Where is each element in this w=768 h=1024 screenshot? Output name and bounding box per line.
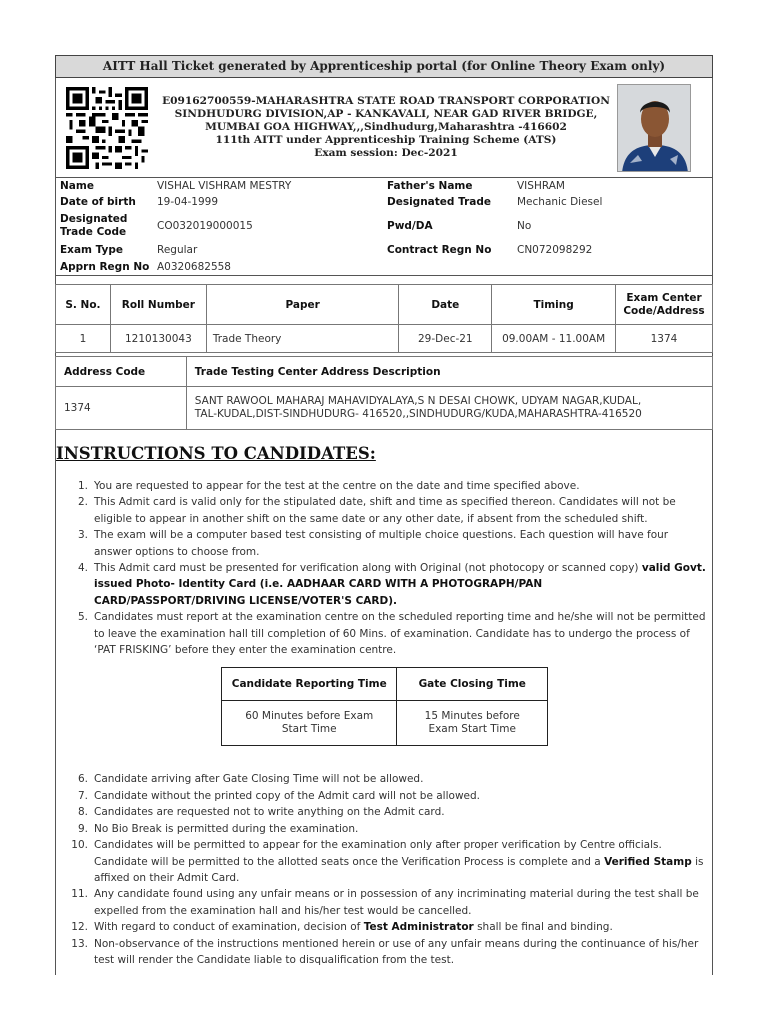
col-address-description: Trade Testing Center Address Description bbox=[186, 357, 712, 387]
instruction-bold: issued Photo- Identity Card (i.e. AADHAAR CARD WITH A PHOTOGRAPH/PAN bbox=[94, 578, 543, 591]
col-reporting-time: Candidate Reporting Time bbox=[222, 668, 397, 701]
cell-exam-center: 1374 bbox=[616, 325, 713, 353]
designated-trade-value: Mechanic Diesel bbox=[517, 196, 603, 208]
contract-regn-label: Contract Regn No bbox=[387, 244, 492, 256]
list-item bbox=[62, 494, 712, 527]
address-line-1: SANT RAWOOL MAHARAJ MAHAVIDYALAYA,S N DESAI CHOWK, UDYAM NAGAR,KUDAL, bbox=[194, 395, 642, 407]
instruction-bold: CARD/PASSPORT/DRIVING LICENSE/VOTER'S CARD). bbox=[94, 594, 397, 607]
item-number: 11. bbox=[71, 888, 88, 901]
list-item bbox=[62, 804, 712, 820]
table-row bbox=[222, 701, 548, 746]
name-value: VISHAL VISHRAM MESTRY bbox=[157, 180, 292, 192]
contract-regn-value: CN072098292 bbox=[517, 244, 593, 256]
instruction-text: Candidates are requested not to write anything on the Admit card. bbox=[94, 806, 445, 819]
table-header-row bbox=[222, 668, 548, 701]
col-sno: S. No. bbox=[56, 285, 111, 325]
candidate-details bbox=[55, 178, 713, 276]
cell-date: 29-Dec-21 bbox=[399, 325, 492, 353]
col-roll-number: Roll Number bbox=[110, 285, 206, 325]
item-number: 12. bbox=[71, 921, 88, 934]
address-table bbox=[55, 356, 713, 430]
trade-code-label bbox=[60, 213, 127, 239]
cell-sno: 1 bbox=[56, 325, 111, 353]
instruction-text: The exam will be a computer based test consisting of multiple choice questions. Each question will have four bbox=[94, 529, 669, 542]
instruction-bold: valid Govt. bbox=[641, 562, 706, 575]
instruction-text: No Bio Break is permitted during the examination. bbox=[94, 822, 359, 835]
list-item bbox=[62, 886, 712, 919]
org-line-4: 111th AITT under Apprenticeship Training Scheme (ATS) bbox=[215, 134, 557, 146]
list-item bbox=[62, 771, 712, 787]
item-number: 4. bbox=[77, 562, 88, 575]
item-number: 8. bbox=[77, 806, 88, 819]
instruction-text: expelled from the examination hall and his/her test would be cancelled. bbox=[94, 904, 472, 917]
table-header-row bbox=[56, 285, 713, 325]
instruction-text: Candidate without the printed copy of the Admit card will not be allowed. bbox=[94, 789, 480, 802]
reporting-time-table bbox=[221, 667, 548, 746]
list-item bbox=[62, 560, 712, 609]
table-row bbox=[56, 325, 713, 353]
instruction-text: With regard to conduct of examination, decision of bbox=[94, 921, 364, 934]
list-item bbox=[62, 527, 712, 560]
candidate-photo bbox=[617, 84, 691, 172]
org-line-3: MUMBAI GOA HIGHWAY,,,Sindhudurg,Maharashtra -416602 bbox=[205, 121, 567, 133]
instruction-text: ‘PAT FRISKING’ before they enter the examination centre. bbox=[94, 644, 397, 657]
instruction-text: affixed on their Admit Card. bbox=[94, 871, 240, 884]
list-item bbox=[62, 837, 712, 886]
col-exam-center bbox=[616, 285, 713, 325]
apprn-regn-value: A0320682558 bbox=[157, 261, 231, 273]
col-paper: Paper bbox=[206, 285, 399, 325]
dob-label: Date of birth bbox=[60, 196, 136, 208]
instruction-text: You are requested to appear for the test at the centre on the date and time specified above. bbox=[94, 480, 580, 492]
table-header-row bbox=[56, 357, 713, 387]
cell-timing: 09.00AM - 11.00AM bbox=[492, 325, 616, 353]
dob-value: 19-04-1999 bbox=[157, 196, 219, 208]
gate-closing-line-1: 15 Minutes before bbox=[424, 710, 520, 722]
name-label: Name bbox=[60, 180, 94, 192]
instruction-text: eligible to appear in another shift on the same date or any other date, if absent from the scheduled shift. bbox=[94, 512, 648, 525]
list-item bbox=[62, 936, 712, 969]
list-item bbox=[62, 609, 712, 658]
cell-paper: Trade Theory bbox=[206, 325, 399, 353]
exam-type-label: Exam Type bbox=[60, 244, 124, 256]
instruction-bold: Verified Stamp bbox=[604, 855, 692, 868]
instruction-text: This Admit card must be presented for verification along with Original (not photocopy or scanned copy) bbox=[94, 562, 642, 575]
col-timing: Timing bbox=[492, 285, 616, 325]
instruction-text: Candidate will be permitted to the allotted seats once the Verification Process is complete and a bbox=[94, 855, 605, 868]
pwd-value: No bbox=[517, 220, 532, 232]
exam-schedule-table bbox=[55, 284, 713, 353]
list-item bbox=[62, 821, 712, 837]
cell-reporting-time bbox=[222, 701, 397, 746]
cell-gate-closing-time bbox=[397, 701, 548, 746]
trade-code-label-2: Trade Code bbox=[60, 226, 127, 238]
item-number: 6. bbox=[77, 773, 88, 786]
item-number: 7. bbox=[77, 789, 88, 802]
col-exam-center-line-2: Code/Address bbox=[623, 304, 705, 317]
item-number: 2. bbox=[77, 496, 88, 509]
org-line-2: SINDHUDURG DIVISION,AP - KANKAVALI, NEAR GAD RIVER BRIDGE, bbox=[174, 108, 598, 120]
page-title: AITT Hall Ticket generated by Apprenticeship portal (for Online Theory Exam only) bbox=[55, 55, 713, 78]
instruction-text: Non-observance of the instructions mentioned herein or use of any unfair means during the continuance of his/her bbox=[94, 937, 699, 950]
cell-roll-number: 1210130043 bbox=[110, 325, 206, 353]
cell-address-description bbox=[186, 387, 712, 430]
instruction-text: shall be final and binding. bbox=[473, 921, 613, 934]
item-number: 1. bbox=[77, 480, 88, 492]
instruction-bold: Test Administrator bbox=[363, 921, 474, 934]
designated-trade-label: Designated Trade bbox=[387, 196, 491, 208]
cell-address-code: 1374 bbox=[56, 387, 187, 430]
instruction-text: This Admit card is valid only for the stipulated date, shift and time as specified thereon. Candidates will not be bbox=[94, 496, 676, 509]
instruction-text: Candidates will be permitted to appear for the examination only after proper verification by Centre officials. bbox=[94, 839, 662, 852]
trade-code-value: CO032019000015 bbox=[157, 220, 253, 232]
gate-closing-line-2: Exam Start Time bbox=[428, 723, 516, 735]
father-name-label: Father's Name bbox=[387, 180, 473, 192]
instruction-text: to leave the examination hall till completion of 60 Mins. of examination. Candidate has to undergo the process of bbox=[94, 627, 690, 640]
instruction-text: Candidates must report at the examination centre on the scheduled reporting time and he/she will not be permitted bbox=[94, 611, 706, 624]
list-item bbox=[62, 919, 712, 935]
col-address-code: Address Code bbox=[56, 357, 187, 387]
item-number: 13. bbox=[71, 937, 88, 950]
table-row bbox=[56, 387, 713, 430]
reporting-time-line-1: 60 Minutes before Exam bbox=[245, 710, 374, 722]
qr-code-icon bbox=[64, 87, 150, 169]
trade-code-label-1: Designated bbox=[60, 213, 128, 225]
instruction-text: Any candidate found using any unfair means or in possession of any incriminating material during the test shall be bbox=[94, 888, 699, 901]
reporting-time-line-2: Start Time bbox=[281, 723, 337, 735]
list-item bbox=[62, 478, 712, 494]
instruction-text: Candidate arriving after Gate Closing Time will not be allowed. bbox=[94, 773, 424, 786]
instruction-text: answer options to choose from. bbox=[94, 545, 260, 558]
instructions-heading: INSTRUCTIONS TO CANDIDATES: bbox=[56, 444, 376, 463]
item-number: 5. bbox=[77, 611, 88, 624]
col-date: Date bbox=[399, 285, 492, 325]
pwd-label: Pwd/DA bbox=[387, 220, 433, 232]
exam-type-value: Regular bbox=[157, 244, 198, 256]
col-exam-center-line-1: Exam Center bbox=[626, 291, 702, 304]
father-name-value: VISHRAM bbox=[517, 180, 565, 192]
instruction-text: test will render the Candidate liable to disqualification from the test. bbox=[94, 953, 455, 966]
item-number: 3. bbox=[77, 529, 88, 542]
address-line-2: TAL-KUDAL,DIST-SINDHUDURG- 416520,,SINDHUDURG/KUDA,MAHARASHTRA-416520 bbox=[194, 408, 642, 420]
list-item bbox=[62, 788, 712, 804]
organization-header bbox=[160, 95, 612, 160]
item-number: 10. bbox=[71, 839, 88, 852]
apprn-regn-label: Apprn Regn No bbox=[60, 261, 150, 273]
instruction-text: is bbox=[691, 855, 704, 868]
col-gate-closing-time: Gate Closing Time bbox=[397, 668, 548, 701]
org-line-1: E09162700559-MAHARASHTRA STATE ROAD TRANSPORT CORPORATION bbox=[162, 95, 610, 107]
org-line-5: Exam session: Dec-2021 bbox=[314, 147, 458, 159]
item-number: 9. bbox=[77, 822, 88, 835]
